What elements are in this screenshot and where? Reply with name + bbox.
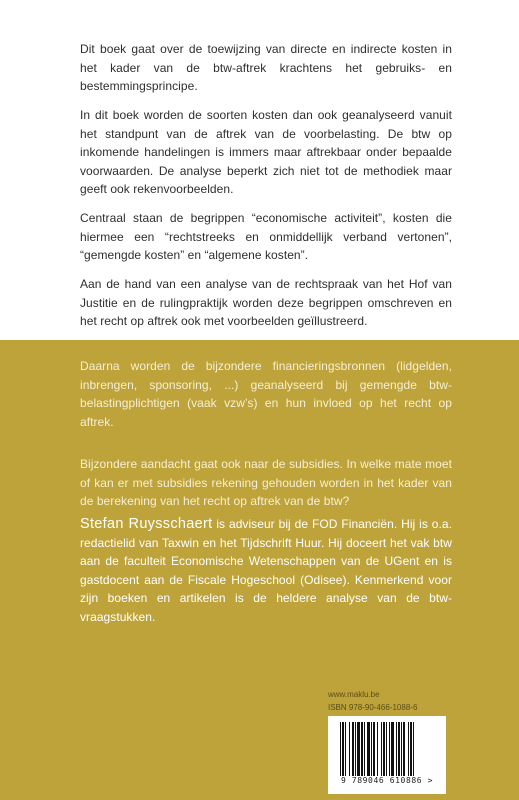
- back-cover-top-section: [0, 0, 519, 340]
- isbn-number: ISBN 978-90-466-1088-6: [328, 703, 418, 712]
- author-name: Stefan Ruysschaert: [80, 516, 213, 532]
- publisher-url: www.maklu.be: [328, 690, 380, 699]
- isbn-area: [328, 688, 417, 714]
- paragraph-4: Aan de hand van een analyse van de rechtspraak van het Hof van Justitie en de rulingpraktijk worden deze begrippen omschreven en het recht op aftrek ook met voorbeelden geïllustreerd.: [80, 277, 452, 328]
- barcode: [328, 716, 446, 794]
- author-bio-text: is adviseur bij de FOD Financiën. Hij is o.a. redactielid van Taxwin en het Tijdschrift Huur. Hij doceert het vak btw aan de faculteit Economische Wetenschappen van de UGent en is gastdocent aan de Fiscale Hogeschool (Odisee). Kenmerkend voor zijn boeken en artikelen is de heldere analyse van de btw-vraagstukken.: [80, 517, 452, 624]
- paragraph-1: Dit boek gaat over de toewijzing van directe en indirecte kosten in het kader van de btw-aftrek krachtens het gebruiks- en bestemmingsprincipe.: [80, 42, 452, 93]
- back-cover-gold-section: [0, 340, 519, 800]
- barcode-bars: [340, 722, 434, 776]
- paragraph-6: Bijzondere aandacht gaat ook naar de subsidies. In welke mate moet of kan er met subsidies rekening gehouden worden in het kader van de berekening van het recht op aftrek van de btw?: [80, 457, 452, 508]
- paragraph-5: Daarna worden de bijzondere financieringsbronnen (lidgelden, inbrengen, sponsoring, ...) geanalyseerd bij gemengde btw-belastingplichtigen (vaak vzw’s) en hun invloed op het recht op aftrek.: [80, 359, 452, 429]
- author-bio: [80, 515, 452, 626]
- barcode-digits: 9 789046 610886 >: [340, 776, 434, 785]
- paragraph-3: Centraal staan de begrippen “economische activiteit”, kosten die hiermee een “rechtstreeks en onmiddellijk verband vertonen”, “gemengde kosten” en “algemene kosten”.: [80, 211, 452, 262]
- paragraph-2: In dit boek worden de soorten kosten dan ook geanalyseerd vanuit het standpunt van de aftrek van de voorbelasting. De btw op inkomende handelingen is immers maar aftrekbaar onder bepaalde voorwaarden. De analyse beperkt zich niet tot de methodiek maar geeft ook rekenvoorbeelden.: [80, 108, 452, 196]
